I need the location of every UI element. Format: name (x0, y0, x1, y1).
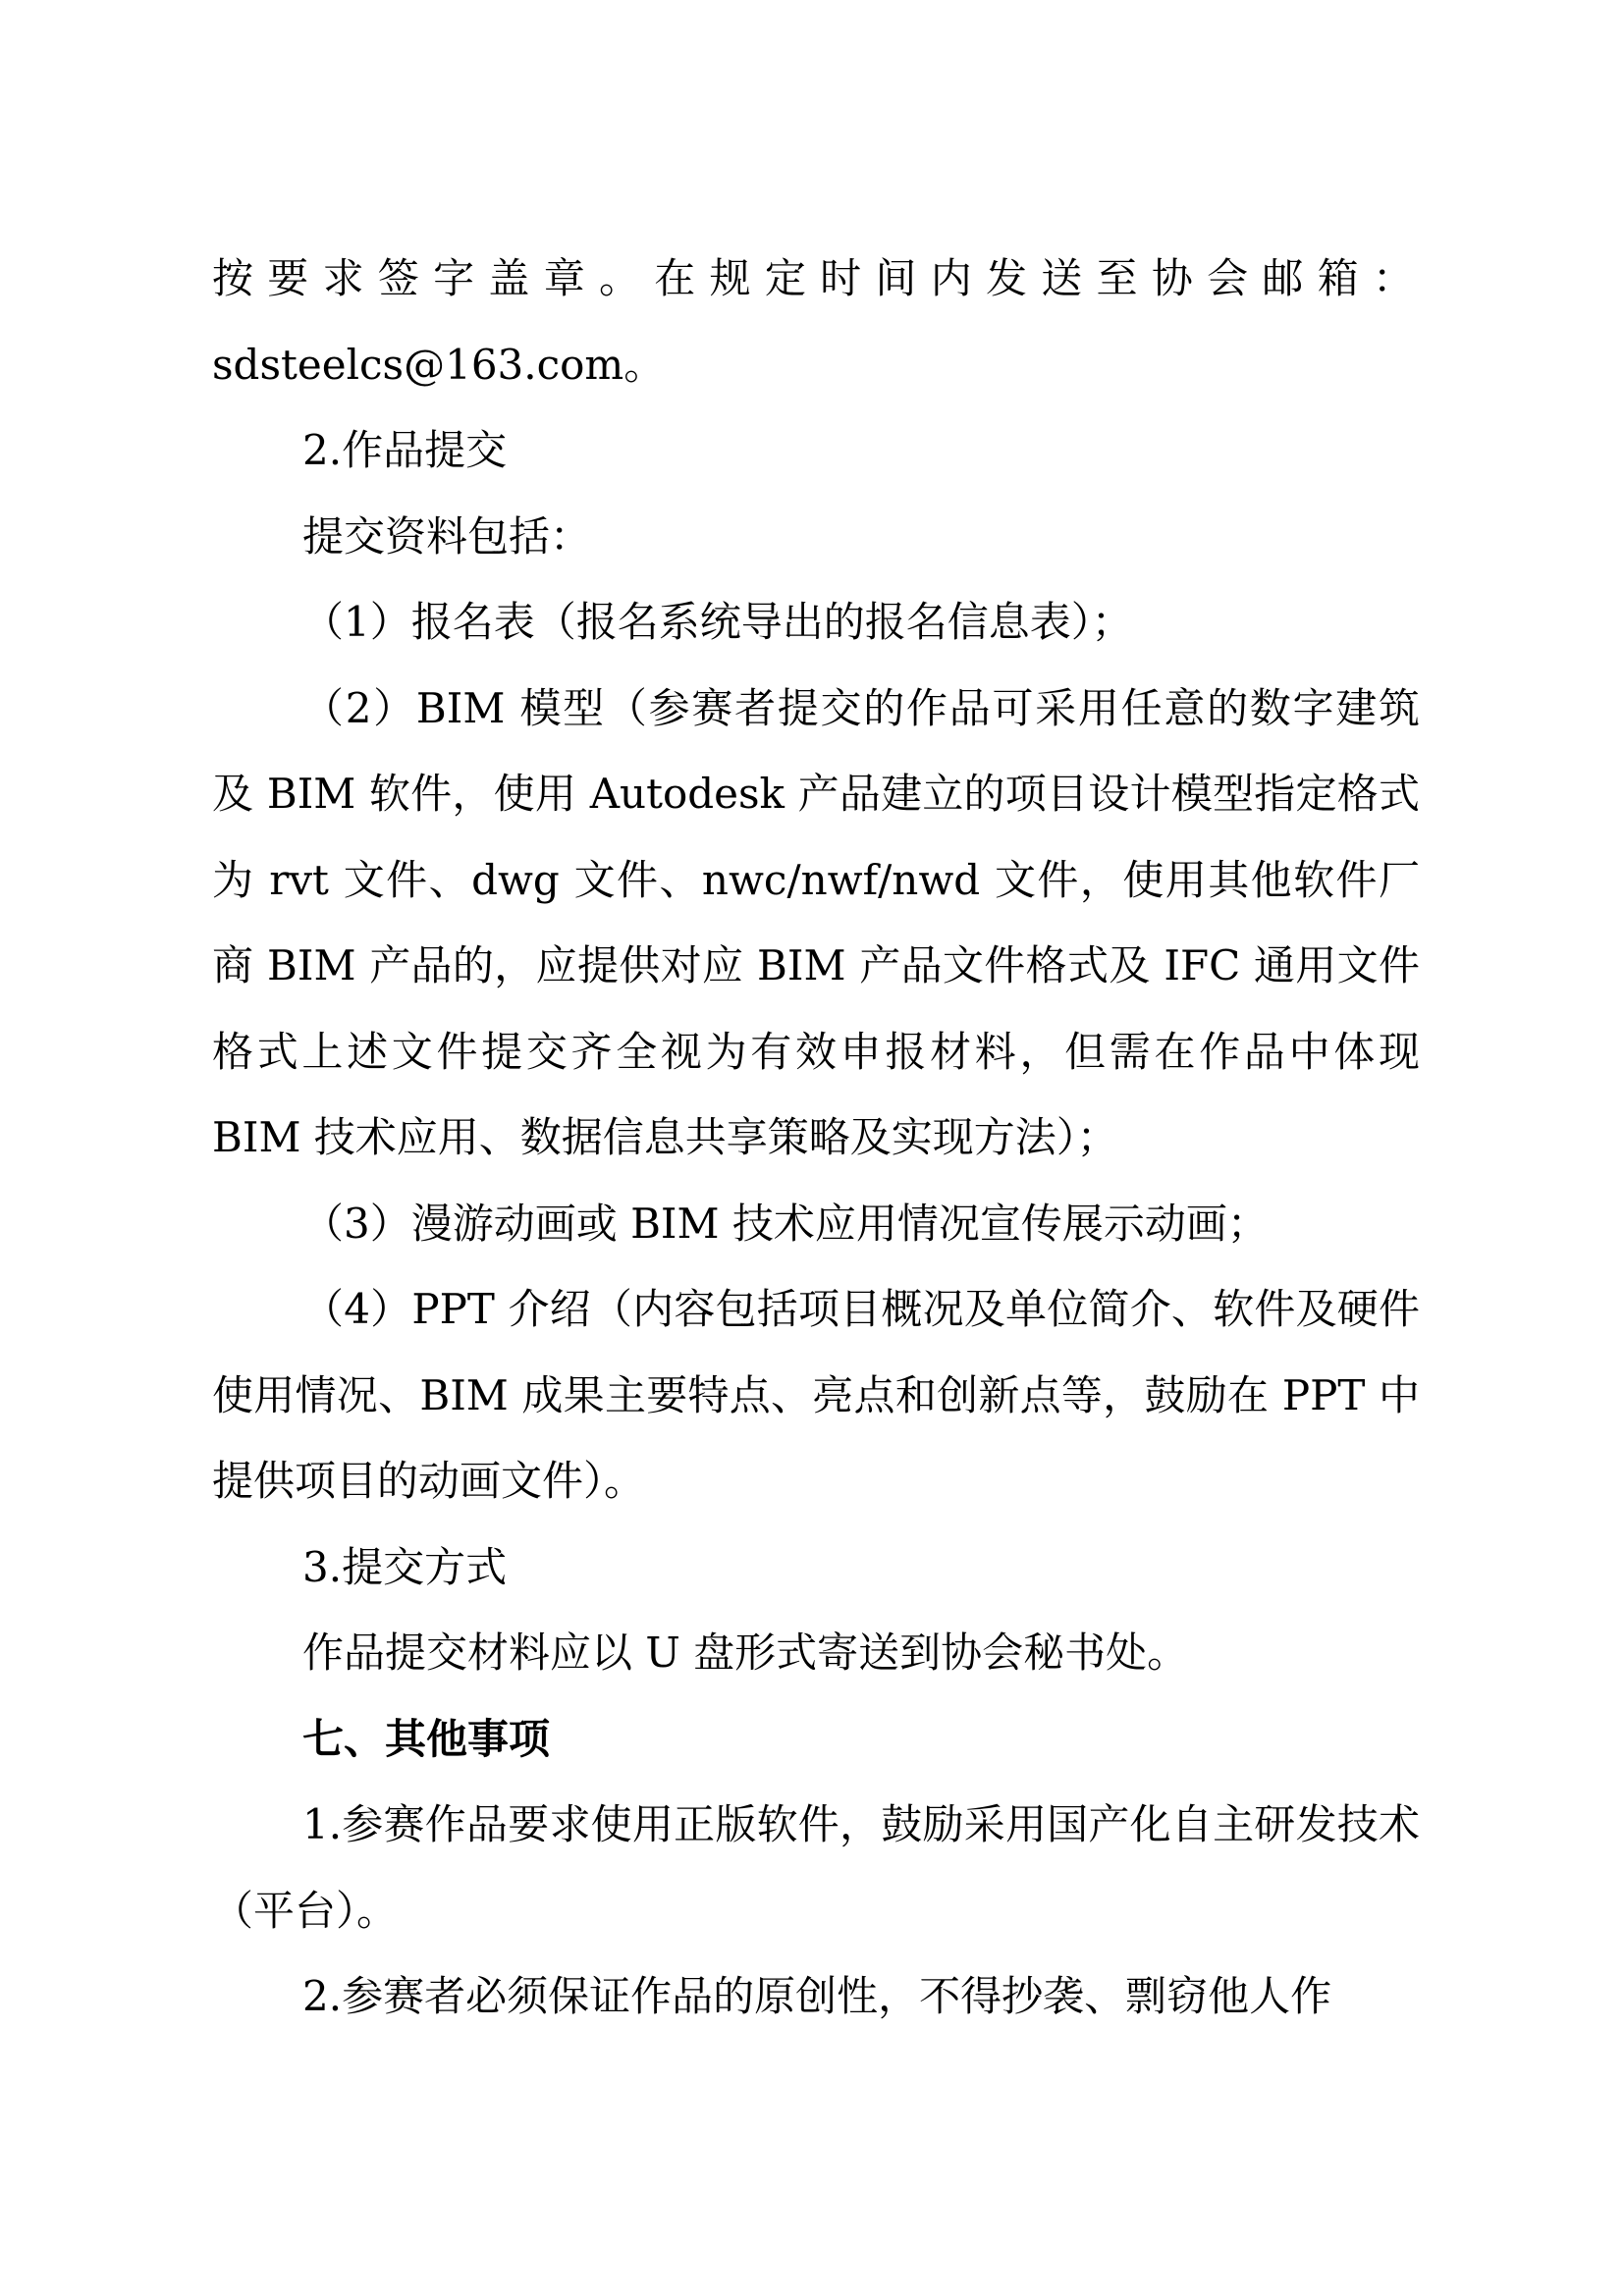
list-item-ppt-introduction: （4）PPT 介绍（内容包括项目概况及单位简介、软件及硬件使用情况、BIM 成果主要特点、亮点和创新点等，鼓励在 PPT 中提供项目的动画文件）。 (212, 1285, 1420, 1505)
paragraph-originality: 2.参赛者必须保证作品的原创性，不得抄袭、剽窃他人作 (302, 1972, 1332, 2020)
paragraph-signature-email-instruction: 按要求签字盖章。在规定时间内发送至协会邮箱： (212, 254, 1420, 302)
list-item-animation: （3）漫游动画或 BIM 技术应用情况宣传展示动画； (302, 1199, 1269, 1248)
paragraph-materials-intro: 提交资料包括： (302, 511, 592, 561)
document-body (212, 236, 1420, 2040)
paragraph-email-address: sdsteelcs@163.com。 (212, 340, 666, 389)
list-item-registration-form: （1）报名表（报名系统导出的报名信息表）； (302, 598, 1133, 646)
paragraph-licensed-software: 1.参赛作品要求使用正版软件，鼓励采用国产化自主研发技术（平台）。 (212, 1800, 1420, 1935)
section-heading-submission-method: 3.提交方式 (302, 1542, 508, 1591)
section-heading-work-submission: 2.作品提交 (302, 426, 508, 474)
paragraph-usb-delivery: 作品提交材料应以 U 盘形式寄送到协会秘书处。 (302, 1629, 1189, 1677)
section-heading-other-matters: 七、其他事项 (302, 1714, 551, 1763)
list-item-bim-model: （2）BIM 模型（参赛者提交的作品可采用任意的数字建筑及 BIM 软件，使用 Autodesk 产品建立的项目设计模型指定格式为 rvt 文件、dwg 文件、nwc/nwf/nwd 文件，使用其他软件厂商 BIM 产品的，应提供对应 BIM 产品文件格式及 IFC 通用文件格式上述文件提交齐全视为有效申报材料，但需在作品中体现 BIM 技术应用、数据信息共享策略及实现方法）； (212, 683, 1420, 1161)
